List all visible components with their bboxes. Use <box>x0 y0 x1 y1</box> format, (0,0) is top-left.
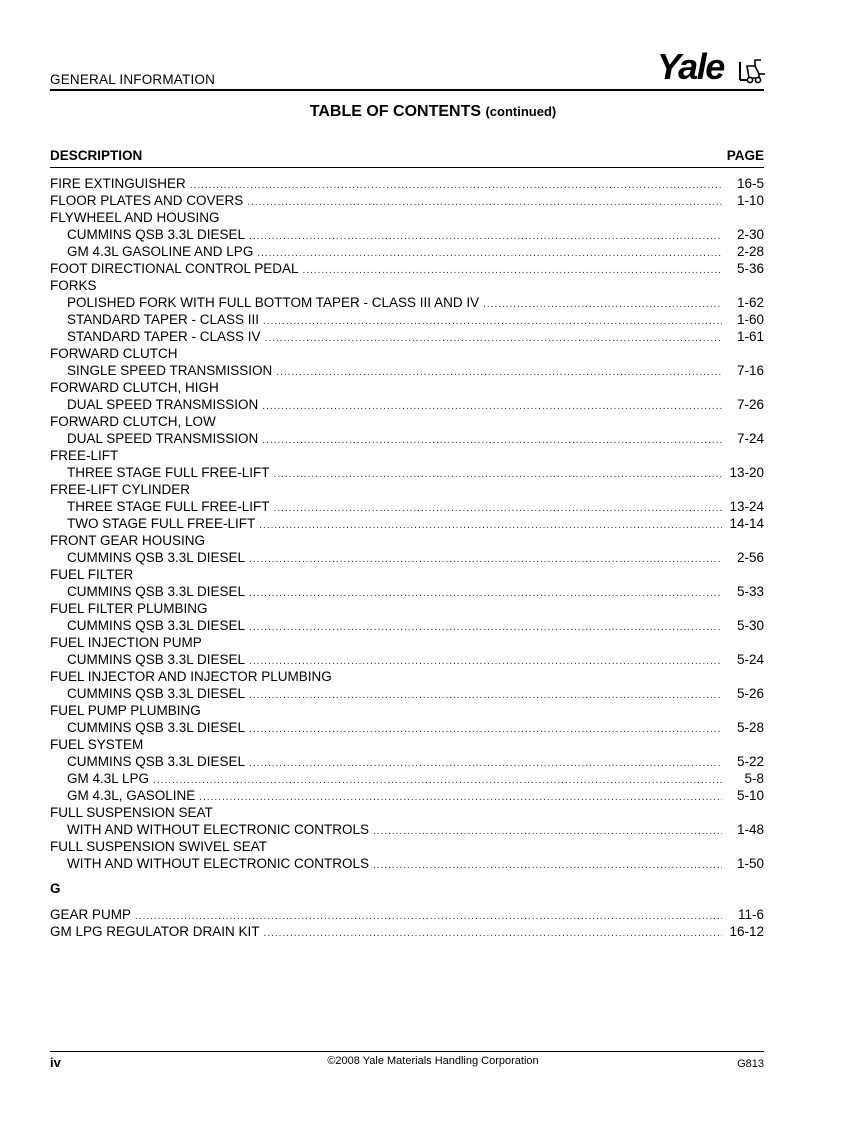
toc-entry-title: FLYWHEEL AND HOUSING <box>50 210 220 225</box>
toc-entry <box>50 702 764 719</box>
toc-entry-title: FUEL INJECTOR AND INJECTOR PLUMBING <box>50 669 332 684</box>
toc-entry-title: TWO STAGE FULL FREE-LIFT <box>67 516 256 531</box>
dot-leader <box>249 755 722 772</box>
dot-leader <box>264 925 722 942</box>
dot-leader <box>247 194 722 211</box>
toc-entry-page: 7-26 <box>736 397 764 412</box>
page-title <box>0 103 866 121</box>
toc-entry <box>50 600 764 617</box>
dot-leader <box>373 823 722 840</box>
toc-entry-page: 5-36 <box>736 261 764 276</box>
toc-entry-title: CUMMINS QSB 3.3L DIESEL <box>67 550 246 565</box>
toc-entry-page: 1-62 <box>736 295 764 310</box>
toc-entry <box>50 532 764 549</box>
toc-entry-page: 5-30 <box>736 618 764 633</box>
toc-entry-title: CUMMINS QSB 3.3L DIESEL <box>67 227 246 242</box>
toc-entry <box>50 770 764 787</box>
toc-entry-page: 11-6 <box>737 907 764 922</box>
forklift-icon <box>737 56 767 84</box>
toc-entry <box>50 753 764 770</box>
toc-entry-title: GM LPG REGULATOR DRAIN KIT <box>50 924 260 939</box>
dot-leader <box>199 789 722 806</box>
footer-doc-code: G813 <box>737 1058 764 1070</box>
footer-page-number: iv <box>50 1055 61 1070</box>
letter-heading-g: G <box>50 881 61 896</box>
toc-entry <box>50 838 764 855</box>
toc-entry-title: FUEL PUMP PLUMBING <box>50 703 201 718</box>
toc-entry <box>50 549 764 566</box>
toc-entry <box>50 345 764 362</box>
toc-entry-page: 2-28 <box>736 244 764 259</box>
toc-entry-title: CUMMINS QSB 3.3L DIESEL <box>67 686 246 701</box>
toc-entry-page: 1-50 <box>736 856 764 871</box>
dot-leader <box>257 245 722 262</box>
toc-entry-page: 1-61 <box>736 329 764 344</box>
toc-entry <box>50 294 764 311</box>
toc-entry-title: FIRE EXTINGUISHER <box>50 176 186 191</box>
toc-entry <box>50 617 764 634</box>
toc-list <box>50 175 764 940</box>
toc-entry <box>50 719 764 736</box>
toc-entry <box>50 362 764 379</box>
toc-entry-page: 5-22 <box>736 754 764 769</box>
toc-entry-page: 16-12 <box>729 924 764 939</box>
toc-entry-page: 13-20 <box>729 465 764 480</box>
toc-entry-title: FULL SUSPENSION SEAT <box>50 805 213 820</box>
toc-entry-page: 1-48 <box>736 822 764 837</box>
column-head-page: PAGE <box>726 148 764 163</box>
toc-entry-page: 16-5 <box>736 176 764 191</box>
toc-entry <box>50 447 764 464</box>
toc-entry-page: 13-24 <box>729 499 764 514</box>
logo-wordmark: Yale <box>657 46 724 87</box>
title-main: TABLE OF CONTENTS <box>309 103 482 120</box>
toc-entry-title: THREE STAGE FULL FREE-LIFT <box>67 465 270 480</box>
dot-leader <box>274 500 722 517</box>
toc-entry <box>50 804 764 821</box>
dot-leader <box>373 857 722 874</box>
toc-entry-title: GM 4.3L GASOLINE AND LPG <box>67 244 254 259</box>
toc-entry <box>50 923 764 940</box>
toc-entry <box>50 396 764 413</box>
toc-entry-title: GM 4.3L LPG <box>67 771 150 786</box>
toc-entry <box>50 175 764 192</box>
toc-entry-title: FUEL SYSTEM <box>50 737 144 752</box>
dot-leader <box>262 432 722 449</box>
dot-leader <box>262 398 722 415</box>
toc-entry <box>50 243 764 260</box>
toc-entry-page: 5-33 <box>736 584 764 599</box>
toc-entry-title: GM 4.3L, GASOLINE <box>67 788 196 803</box>
toc-entry-title: FREE-LIFT CYLINDER <box>50 482 191 497</box>
toc-entry <box>50 787 764 804</box>
toc-entry-title: CUMMINS QSB 3.3L DIESEL <box>67 584 246 599</box>
toc-entry-title: FORKS <box>50 278 97 293</box>
toc-entry-page: 1-10 <box>736 193 764 208</box>
toc-entry-title: THREE STAGE FULL FREE-LIFT <box>67 499 270 514</box>
toc-entry <box>50 481 764 498</box>
toc-entry-page: 7-24 <box>736 431 764 446</box>
toc-entry-title: FUEL FILTER PLUMBING <box>50 601 208 616</box>
toc-entry <box>50 736 764 753</box>
toc-entry-title: WITH AND WITHOUT ELECTRONIC CONTROLS <box>67 822 370 837</box>
footer-copyright: ©2008 Yale Materials Handling Corporation <box>327 1055 539 1067</box>
toc-entry-page: 1-60 <box>736 312 764 327</box>
title-sub: (continued) <box>485 104 557 119</box>
toc-entry <box>50 311 764 328</box>
toc-entry <box>50 566 764 583</box>
toc-entry <box>50 260 764 277</box>
dot-leader <box>274 466 722 483</box>
toc-entry-title: FLOOR PLATES AND COVERS <box>50 193 244 208</box>
toc-entry-page: 5-28 <box>736 720 764 735</box>
toc-entry-title: GEAR PUMP <box>50 907 132 922</box>
dot-leader <box>249 721 722 738</box>
toc-entry-title: CUMMINS QSB 3.3L DIESEL <box>67 618 246 633</box>
toc-entry-page: 5-10 <box>736 788 764 803</box>
dot-leader <box>483 296 722 313</box>
dot-leader <box>249 228 722 245</box>
toc-entry-title: FORWARD CLUTCH, HIGH <box>50 380 219 395</box>
toc-entry <box>50 277 764 294</box>
toc-entry <box>50 583 764 600</box>
toc-entry <box>50 634 764 651</box>
header-rule <box>50 89 764 91</box>
toc-entry-title: WITH AND WITHOUT ELECTRONIC CONTROLS <box>67 856 370 871</box>
dot-leader <box>249 687 722 704</box>
dot-leader <box>190 177 722 194</box>
toc-entry <box>50 685 764 702</box>
toc-entry-title: STANDARD TAPER - CLASS III <box>67 312 260 327</box>
toc-entry-title: CUMMINS QSB 3.3L DIESEL <box>67 720 246 735</box>
toc-entry-title: CUMMINS QSB 3.3L DIESEL <box>67 652 246 667</box>
toc-entry-title: FULL SUSPENSION SWIVEL SEAT <box>50 839 268 854</box>
toc-entry <box>50 668 764 685</box>
dot-leader <box>276 364 722 381</box>
toc-entry <box>50 906 764 923</box>
toc-entry-page: 5-8 <box>744 771 764 786</box>
toc-entry-title: CUMMINS QSB 3.3L DIESEL <box>67 754 246 769</box>
toc-entry <box>50 498 764 515</box>
toc-entry <box>50 515 764 532</box>
toc-entry <box>50 192 764 209</box>
toc-entry <box>50 855 764 872</box>
toc-entry <box>50 464 764 481</box>
dot-leader <box>153 772 722 789</box>
toc-entry-title: FUEL INJECTION PUMP <box>50 635 202 650</box>
toc-entry-page: 2-30 <box>736 227 764 242</box>
dot-leader <box>265 330 722 347</box>
toc-entry-page: 2-56 <box>736 550 764 565</box>
footer-rule <box>50 1051 764 1052</box>
toc-entry-title: FUEL FILTER <box>50 567 134 582</box>
toc-entry <box>50 209 764 226</box>
toc-entry <box>50 430 764 447</box>
toc-entry-title: SINGLE SPEED TRANSMISSION <box>67 363 273 378</box>
toc-entry-title: FORWARD CLUTCH <box>50 346 178 361</box>
toc-entry-page: 7-16 <box>736 363 764 378</box>
dot-leader <box>303 262 722 279</box>
dot-leader <box>249 585 722 602</box>
toc-entry <box>50 328 764 345</box>
column-head-description: DESCRIPTION <box>50 148 143 163</box>
toc-entry-title: DUAL SPEED TRANSMISSION <box>67 431 259 446</box>
toc-entry-page: 5-26 <box>736 686 764 701</box>
toc-entry-title: FORWARD CLUTCH, LOW <box>50 414 216 429</box>
dot-leader <box>249 551 722 568</box>
section-label: GENERAL INFORMATION <box>50 72 216 87</box>
dot-leader <box>259 517 722 534</box>
toc-entry-title: STANDARD TAPER - CLASS IV <box>67 329 261 344</box>
toc-entry <box>50 413 764 430</box>
toc-entry-page: 5-24 <box>736 652 764 667</box>
toc-entry <box>50 226 764 243</box>
toc-entry-title: POLISHED FORK WITH FULL BOTTOM TAPER - CLASS III AND IV <box>67 295 480 310</box>
toc-entry-title: DUAL SPEED TRANSMISSION <box>67 397 259 412</box>
toc-entry-title: FOOT DIRECTIONAL CONTROL PEDAL <box>50 261 299 276</box>
column-head-rule <box>50 167 764 168</box>
toc-entry <box>50 379 764 396</box>
yale-logo <box>657 46 769 88</box>
dot-leader <box>249 619 722 636</box>
toc-entry-title: FREE-LIFT <box>50 448 119 463</box>
toc-entry-title: FRONT GEAR HOUSING <box>50 533 206 548</box>
toc-entry-page: 14-14 <box>729 516 764 531</box>
dot-leader <box>263 313 722 330</box>
toc-entry <box>50 821 764 838</box>
toc-entry <box>50 651 764 668</box>
